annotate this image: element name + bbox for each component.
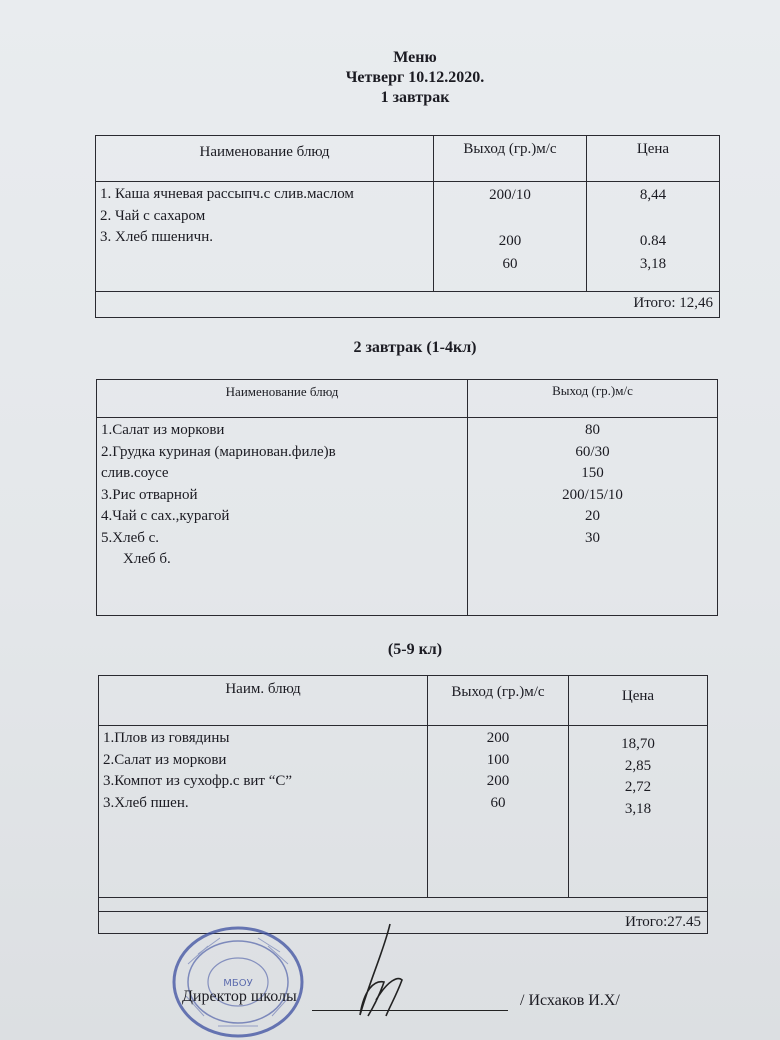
breakfast1-total: Итого: 12,46 <box>96 292 720 318</box>
breakfast1-col-price: Цена <box>587 136 720 182</box>
breakfast1-dishes <box>96 182 434 292</box>
price-value <box>591 207 715 230</box>
grades59-col-price: Цена <box>569 676 708 726</box>
yield-value: 200/10 <box>489 187 531 203</box>
grades59-spacer-row <box>99 898 708 912</box>
list-item: 2.Грудка куриная (маринован.филе)в <box>101 443 336 460</box>
grades59-table <box>98 675 708 934</box>
breakfast2-col-name: Наименование блюд <box>97 380 468 418</box>
yield-value: 200 <box>486 773 510 789</box>
breakfast2-col-yield: Выход (гр.)м/с <box>468 380 718 418</box>
price-value: 0.84 <box>639 233 667 249</box>
yield-value: 30 <box>585 529 600 546</box>
yield-value: 60/30 <box>575 443 610 460</box>
yield-value: 20 <box>585 508 600 524</box>
list-item: 2. Чай с сахаром <box>100 207 206 224</box>
grades59-prices <box>569 726 708 898</box>
price-value: 8,44 <box>639 187 667 203</box>
grades59-yields <box>428 726 569 898</box>
yield-value: 200 <box>498 233 522 249</box>
director-label: Директор школы <box>182 988 297 1005</box>
yield-value: 200/15/10 <box>562 486 623 503</box>
breakfast2-table <box>96 379 718 616</box>
grades59-dishes <box>99 726 428 898</box>
yield-value: 200 <box>486 730 510 746</box>
list-item: 3. Хлеб пшеничн. <box>100 229 213 245</box>
yield-value: 80 <box>585 422 600 438</box>
breakfast1-yields <box>434 182 587 292</box>
list-item: 1.Салат из моркови <box>101 422 225 438</box>
breakfast2-title: 2 завтрак (1-4кл) <box>353 339 477 356</box>
breakfast1-prices <box>587 182 720 292</box>
grades59-col-name: Наим. блюд <box>99 676 428 726</box>
list-item: 1. Каша ячневая рассыпч.с слив.маслом <box>100 186 354 202</box>
list-item: 4.Чай с сах.,курагой <box>101 508 230 524</box>
breakfast1-table <box>95 135 720 318</box>
signature-line <box>312 1010 508 1011</box>
breakfast2-dishes <box>97 418 468 616</box>
svg-text:МБОУ: МБОУ <box>223 978 253 989</box>
grades59-col-yield: Выход (гр.)м/с <box>428 676 569 726</box>
list-item: 3.Хлеб пшен. <box>103 794 189 811</box>
signature-icon <box>340 920 430 1020</box>
price-value: 2,72 <box>624 779 652 795</box>
grades59-total: Итого:27.45 <box>99 912 708 934</box>
list-item: Хлеб б. <box>123 551 171 567</box>
grades59-title: (5-9 кл) <box>387 641 443 658</box>
list-item: 3.Рис отварной <box>101 486 198 503</box>
list-item: 5.Хлеб с. <box>101 529 160 546</box>
yield-value: 100 <box>486 751 510 768</box>
school-stamp-icon <box>168 924 308 1040</box>
yield-value: 60 <box>490 794 506 811</box>
menu-date: Четверг 10.12.2020. <box>345 69 485 86</box>
list-item: слив.соусе <box>101 465 169 481</box>
list-item: 1.Плов из говядины <box>103 730 230 746</box>
price-value: 3,18 <box>639 256 667 272</box>
yield-value <box>438 207 582 230</box>
menu-title: Меню <box>393 49 437 66</box>
breakfast1-col-name: Наименование блюд <box>96 136 434 182</box>
yield-value: 60 <box>502 256 518 272</box>
price-value: 2,85 <box>624 757 652 774</box>
director-name: / Исхаков И.Х/ <box>520 992 620 1009</box>
list-item: 3.Компот из сухофр.с вит “С” <box>103 773 293 789</box>
list-item: 2.Салат из моркови <box>103 751 227 768</box>
breakfast2-yields <box>468 418 718 616</box>
meal-title: 1 завтрак <box>380 89 450 106</box>
breakfast1-col-yield: Выход (гр.)м/с <box>434 136 587 182</box>
price-value: 3,18 <box>624 800 652 817</box>
price-value: 18,70 <box>621 736 655 752</box>
menu-header <box>0 48 780 108</box>
yield-value: 150 <box>581 465 604 481</box>
